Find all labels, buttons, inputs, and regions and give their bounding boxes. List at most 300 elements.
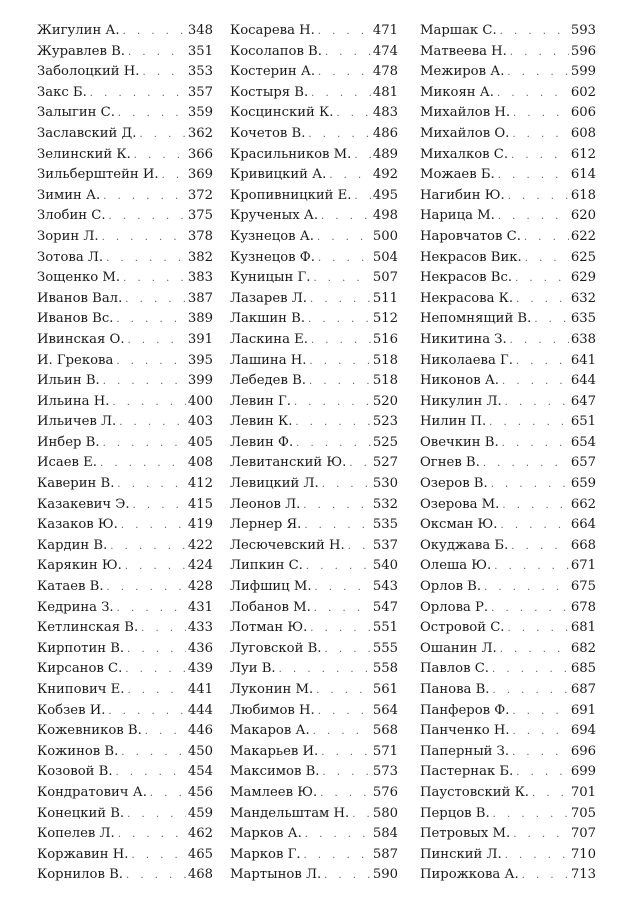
dot-leader [114,475,185,496]
page-number: 641 [570,352,596,368]
author-name: Перцов В. [420,805,490,821]
page-number: 389 [187,311,213,327]
author-name: Михайлов О. [420,125,510,141]
index-entry [420,62,596,83]
author-name: Книпович Е. [37,682,125,697]
page-number: 450 [187,743,213,759]
page-number: 481 [372,84,398,100]
index-entry [37,598,213,619]
page-number: 551 [372,620,398,636]
author-name: Конецкий В. [37,805,125,821]
index-entry [230,289,398,310]
dot-leader [87,84,186,105]
index-entry [420,124,596,145]
author-name: Левин Ф. [230,434,294,450]
dot-leader [139,63,185,84]
author-name: Костерин А. [230,64,316,80]
index-entry [230,412,398,433]
index-entry [420,42,596,63]
index-entry [37,474,213,495]
index-entry [420,474,596,495]
page-number: 378 [187,228,213,244]
dot-leader [499,496,568,517]
index-entry [230,145,398,166]
index-column-1 [37,21,213,886]
author-name: Лазарев Л. [230,290,307,306]
author-name: Косарева Н. [230,23,315,38]
index-entry [230,639,398,660]
author-name: Нагибин Ю. [420,187,505,203]
index-entry [230,577,398,598]
dot-leader [502,393,569,414]
author-name: Кирпотин В. [37,640,125,656]
index-entry [37,495,213,516]
dot-leader [124,805,186,826]
dot-leader [512,269,569,290]
dot-leader [497,22,569,43]
index-entry [37,165,213,186]
dot-leader [349,805,371,826]
author-name: Ильина Н. [37,393,110,409]
page-number: 699 [570,764,596,780]
index-entry [37,103,213,124]
index-entry [420,495,596,516]
page-number: 568 [372,723,398,739]
author-name: Лесючевский Н. [230,537,345,553]
dot-leader [147,784,186,805]
author-name: Корнилов В. [37,867,123,883]
dot-leader [125,331,186,352]
dot-leader [138,619,186,640]
index-entry [420,804,596,825]
author-name: Мандельштам Н. [230,805,350,821]
dot-leader [118,516,186,537]
dot-leader [519,866,569,887]
dot-leader [159,166,186,187]
dot-leader [326,166,371,187]
author-name: Овечкин В. [420,434,499,450]
author-name: Макаров А. [230,723,310,739]
page-number: 547 [372,599,398,615]
index-entry [420,680,596,701]
dot-leader [124,681,185,702]
index-entry [420,453,596,474]
author-name: Зильберштейн И. [37,167,159,183]
index-entry [420,515,596,536]
author-name: Наровчатов С. [420,228,521,244]
page-number: 527 [372,455,398,471]
dot-leader [116,413,186,434]
dot-leader [505,619,569,640]
index-entry [230,453,398,474]
dot-leader [494,84,569,105]
index-entry [37,762,213,783]
author-name: Петровых М. [420,826,511,842]
page-number: 351 [187,43,213,59]
index-entry [37,206,213,227]
page-number: 462 [187,826,213,842]
page-number: 657 [570,455,596,471]
author-name: Зощенко М. [37,270,121,286]
author-name: Павлов С. [420,661,490,677]
dot-leader [508,146,569,167]
page-number: 474 [372,43,398,59]
page-number: 530 [372,476,398,492]
dot-leader [311,599,371,620]
page-number: 532 [372,496,398,512]
author-name: Кетлинская В. [37,620,139,636]
index-entry [37,289,213,310]
dot-leader [510,104,569,125]
page-number: 422 [187,537,213,553]
index-entry [37,392,213,413]
index-entry [230,824,398,845]
author-name: Залыгин С. [37,105,115,121]
page-number: 507 [372,270,398,286]
dot-leader [529,784,569,805]
page-number: 512 [372,311,398,327]
page-number: 671 [570,558,596,574]
author-name: Нилин П. [420,414,487,430]
dot-leader [346,454,371,475]
page-number: 408 [187,455,213,471]
author-name: Микоян А. [420,84,494,100]
author-name: Мамлеев Ю. [230,784,318,800]
index-entry [37,21,213,42]
author-name: Журавлев В. [37,43,125,59]
page-number: 454 [187,764,213,780]
page-number: 403 [187,414,213,430]
author-name: Зимин А. [37,187,101,203]
dot-leader [318,743,371,764]
page-number: 576 [372,784,398,800]
index-entry [37,42,213,63]
dot-leader [109,393,185,414]
author-name: Иванов Вс. [37,311,114,327]
dot-leader [122,660,186,681]
index-entry [230,309,398,330]
dot-leader [100,434,186,455]
dot-leader [115,104,186,125]
page-number: 540 [372,558,398,574]
index-entry [420,392,596,413]
page-number: 620 [570,208,596,224]
dot-leader [481,578,569,599]
author-name: Ивинская О. [37,331,125,347]
page-number: 681 [570,620,596,636]
index-entry [230,515,398,536]
author-name: Кардин В. [37,537,108,553]
author-name: Злобин С. [37,208,106,224]
index-entry [37,186,213,207]
author-name: Заболоцкий Н. [37,64,140,80]
author-name: Катаев В. [37,579,104,595]
dot-leader [276,660,371,681]
page-number: 419 [187,517,213,533]
page-number: 433 [187,620,213,636]
author-name: Кривицкий А. [230,167,327,183]
dot-leader [125,43,186,64]
page-number: 651 [570,414,596,430]
page-number: 571 [372,743,398,759]
author-name: Никитина З. [420,331,507,347]
page-number: 459 [187,805,213,821]
author-name: Левитанский Ю. [230,455,347,471]
page-number: 523 [372,414,398,430]
index-entry [420,824,596,845]
dot-leader [513,290,569,311]
page-number: 399 [187,373,213,389]
dot-leader [130,496,186,517]
author-name: Матвеева Н. [420,43,507,59]
page-number: 635 [570,311,596,327]
dot-leader [100,372,186,393]
index-entry [37,453,213,474]
dot-leader [118,743,186,764]
page-number: 412 [187,476,213,492]
author-name: Межиров А. [420,64,505,80]
index-entry [420,103,596,124]
index-entry [420,598,596,619]
page-number: 707 [570,826,596,842]
dot-leader [495,207,569,228]
page-number: 436 [187,640,213,656]
index-entry [230,248,398,269]
index-column-3 [420,21,596,886]
index-entry [37,721,213,742]
dot-leader [315,249,371,270]
page-number: 587 [372,846,398,862]
page-number: 362 [187,125,213,141]
author-name: Маршак С. [420,23,497,38]
dot-leader [317,784,371,805]
author-name: Карякин Ю. [37,558,122,574]
index-entry [420,268,596,289]
index-entry [420,659,596,680]
dot-leader [301,516,371,537]
dot-leader [293,434,371,455]
dot-leader [314,228,371,249]
dot-leader [491,557,569,578]
author-name: Максимов В. [230,764,320,780]
dot-leader [104,578,186,599]
dot-leader [497,640,569,661]
index-entry [230,865,398,886]
dot-leader [505,187,569,208]
index-entry [230,206,398,227]
page-number: 713 [570,867,596,883]
author-name: Лернер Я. [230,517,302,533]
page-number: 606 [570,105,596,121]
dot-leader [308,84,371,105]
author-name: Панченко Н. [420,723,510,739]
dot-leader [99,228,186,249]
index-entry [420,721,596,742]
page-number: 415 [187,496,213,512]
dot-leader [100,187,186,208]
index-entry [230,495,398,516]
dot-leader [310,269,370,290]
page-number: 495 [372,187,398,203]
page-number: 590 [372,867,398,883]
dot-leader [507,331,569,352]
index-entry [420,783,596,804]
page-number: 456 [187,784,213,800]
index-entry [420,412,596,433]
page-number: 359 [187,105,213,121]
page-number: 471 [372,23,398,38]
index-entry [230,330,398,351]
dot-leader [122,290,186,311]
page-number: 535 [372,517,398,533]
page-number: 500 [372,228,398,244]
dot-leader [480,454,569,475]
dot-leader [113,310,185,331]
page-number: 518 [372,352,398,368]
page-number: 428 [187,579,213,595]
dot-leader [114,599,186,620]
index-entry [230,165,398,186]
author-name: Некрасова К. [420,290,514,306]
dot-leader [113,763,186,784]
index-entry [37,701,213,722]
index-entry [37,680,213,701]
page-number: 561 [372,682,398,697]
index-entry [230,598,398,619]
dot-leader [306,352,370,373]
dot-leader [345,537,371,558]
author-name: Казаков Ю. [37,517,118,533]
page-number: 439 [187,661,213,677]
dot-leader [502,846,569,867]
author-name: Никулин Л. [420,393,502,409]
dot-leader [321,866,371,887]
index-entry [230,103,398,124]
dot-leader [319,763,370,784]
index-entry [420,330,596,351]
dot-leader [312,578,371,599]
index-entry [37,433,213,454]
page-number: 629 [570,270,596,286]
index-entry [37,824,213,845]
author-name: Ласкина Е. [230,331,308,347]
index-entry [230,556,398,577]
dot-leader [306,372,371,393]
author-name: Заславский Д. [37,125,137,141]
index-entry [37,865,213,886]
author-name: Михалков С. [420,146,509,162]
page-number: 654 [570,434,596,450]
page-number: 555 [372,640,398,656]
author-name: Пинский Л. [420,846,502,862]
author-name: Куницын Г. [230,270,311,286]
index-entry [230,536,398,557]
index-entry [37,845,213,866]
author-name: Кобзев И. [37,702,106,718]
page-number: 584 [372,826,398,842]
page-number: 498 [372,208,398,224]
author-name: Николаева Г. [420,352,513,368]
index-entry [37,412,213,433]
page-number: 618 [570,187,596,203]
dot-leader [131,146,186,167]
index-entry [230,701,398,722]
dot-leader [105,702,185,723]
page-number: 675 [570,579,596,595]
author-name: Любимов Н. [230,702,315,718]
index-entry [420,742,596,763]
dot-leader [490,805,569,826]
author-name: Лобанов М. [230,599,311,615]
page-number: 516 [372,331,398,347]
dot-leader [322,43,371,64]
author-name: Олеша Ю. [420,558,492,574]
dot-leader [497,516,568,537]
dot-leader [499,434,569,455]
index-entry [37,536,213,557]
page-number: 685 [570,661,596,677]
page-number: 687 [570,682,596,697]
author-name: Кожинов В. [37,743,119,759]
author-name: Пирожкова А. [420,867,519,883]
index-entry [420,165,596,186]
index-entry [420,227,596,248]
index-entry [37,618,213,639]
index-entry [37,268,213,289]
author-name: Кедрина З. [37,599,114,615]
author-name: Паперный З. [420,743,510,759]
author-name: Костыря В. [230,84,309,100]
index-entry [420,145,596,166]
page-number: 504 [372,249,398,265]
index-entry [230,21,398,42]
author-name: Можаев Б. [420,167,495,183]
page-number: 614 [570,167,596,183]
author-name: Кирсанов С. [37,661,123,677]
page-number: 537 [372,537,398,553]
page-number: 465 [187,846,213,862]
dot-leader [315,22,371,43]
author-name: Липкин С. [230,558,303,574]
page-number: 382 [187,249,213,265]
index-entry [420,433,596,454]
author-name: Закс Б. [37,84,87,100]
author-name: Лашина Н. [230,352,307,368]
dot-leader [305,310,371,331]
page-number: 372 [187,187,213,203]
index-entry [420,289,596,310]
dot-leader [513,763,569,784]
dot-leader [136,125,185,146]
page-number: 694 [570,723,596,739]
author-name: Исаев Е. [37,455,97,471]
dot-leader [499,372,569,393]
page-number: 395 [187,352,213,368]
author-name: Михайлов Н. [420,105,511,121]
index-entry [420,351,596,372]
index-entry [230,42,398,63]
dot-leader [315,702,371,723]
dot-leader [486,413,569,434]
dot-leader [510,722,569,743]
dot-leader [307,290,371,311]
index-entry [230,124,398,145]
index-entry [37,659,213,680]
index-entry [420,83,596,104]
index-entry [230,371,398,392]
page-number: 489 [372,146,398,162]
page-number: 348 [187,23,213,38]
